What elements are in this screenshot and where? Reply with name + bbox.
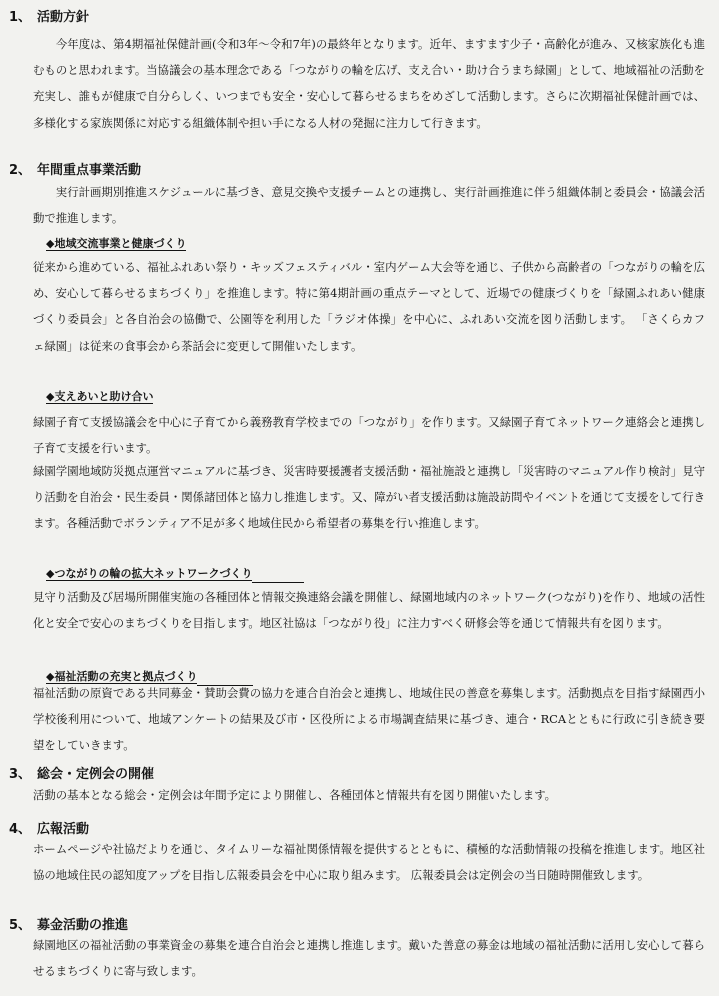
section-4-paragraph: ホームページや社協だよりを通じ、タイムリーな福祉関係情報を提供するとともに、積極的な活動情報の投稿を推進します。地区社協の地域住民の認知度アップを目指し広報委員会を中心に取り組みます。 広報委員会は定例会の当日随時開催致します。 (33, 842, 705, 883)
section-3-heading (9, 767, 154, 783)
underline-rule (252, 582, 304, 583)
section-number: 1、 (9, 10, 32, 25)
subsection-title: ◆つながりの輪の拡大ネットワークづくり (46, 567, 253, 580)
subsection-title: ◆支えあいと助け合い (46, 390, 154, 403)
subsection-heading (46, 389, 153, 406)
section-title: 年間重点事業活動 (37, 163, 142, 178)
subsection-title: ◆福祉活動の充実と拠点づくり (46, 670, 198, 683)
section-number: 3、 (9, 767, 32, 782)
section-title: 総会・定例会の開催 (37, 767, 155, 782)
section-5-paragraph: 緑園地区の福祉活動の事業資金の募集を連合自治会と連携し推進します。戴いた善意の募金は地域の福祉活動に活用し安心して暮らせるまちづくりに寄与致します。 (33, 938, 705, 979)
section-title: 広報活動 (37, 822, 90, 837)
subsection-paragraph: 見守り活動及び居場所開催実施の各種団体と情報交換連絡会議を開催し、緑園地域内のネットワーク(つながり)を作り、地域の活性化と安全で安心のまちづくりを目指します。地区社協は「つながり役」に注力すべく研修会等を通じて情報共有を図ります。 (33, 590, 705, 631)
section-title: 活動方針 (37, 10, 90, 25)
subsection-paragraph: 緑園子育て支援協議会を中心に子育てから義務教育学校までの「つながり」を作ります。又緑園子育てネットワーク連絡会と連携し子育て支援を行います。 (33, 415, 705, 456)
section-2-heading (9, 163, 141, 179)
subsection-paragraph: 従来から進めている、福祉ふれあい祭り・キッズフェスティバル・室内ゲーム大会等を通じ、子供から高齢者の「つながりの輪を広め、安心して暮らせるまちづくり」を推進します。特に第4期計画の重点テーマとして、近場での健康づくりを「緑園ふれあい健康づくり委員会」と各自治会の協働で、公園等を利用した「ラジオ体操」を中心に、ふれあい交流を図り活動します。 「さくらカフェ緑園」は従来の食事会から茶話会に変更して開催いたします。 (33, 260, 705, 353)
subsection-paragraph: 緑園学園地域防災拠点運営マニュアルに基づき、災害時要援護者支援活動・福祉施設と連携し「災害時のマニュアル作り検討」見守り活動を自治会・民生委員・関係諸団体と協力し推進します。又、障がい者支援活動は施設訪問やイベントを通じて支援をして行きます。各種活動でボランティア不足が多く地域住民から希望者の募集を行い推進します。 (33, 464, 705, 531)
section-number: 4、 (9, 822, 32, 837)
section-1-heading (9, 10, 89, 26)
subsection-title: ◆地域交流事業と健康づくり (46, 237, 187, 250)
section-number: 5、 (9, 918, 32, 933)
subsection-paragraph: 福祉活動の原資である共同募金・賛助会費の協力を連合自治会と連携し、地域住民の善意を募集します。活動拠点を目指す緑園西小学校後利用について、地域アンケートの結果及び市・区役所による市場調査結果に基づき、連合・RCAとともに行政に引き続き要望をしていきます。 (33, 686, 705, 753)
subsection-heading (46, 236, 186, 253)
subsection-heading (46, 566, 304, 583)
section-3-paragraph: 活動の基本となる総会・定例会は年間予定により開催し、各種団体と情報共有を図り開催いたします。 (33, 788, 557, 802)
section-title: 募金活動の推進 (37, 918, 129, 933)
section-1-paragraph: 今年度は、第4期福祉保健計画(令和3年～令和7年)の最終年となります。近年、ますます少子・高齢化が進み、又核家族化も進むものと思われます。当協議会の基本理念である「つながりの輪を広げ、支え合い・助け合うまち緑園」として、地域福祉の活動を充実し、誰もが健康で自分らしく、いつまでも安全・安心して暮らせるまちをめざして活動します。さらに次期福祉保健計画では、多様化する家族関係に対応する組織体制や担い手になる人材の発掘に注力して行きます。 (33, 37, 705, 130)
section-number: 2、 (9, 163, 32, 178)
section-2-paragraph: 実行計画期別推進スケジュールに基づき、意見交換や支援チームとの連携し、実行計画推進に伴う組織体制と委員会・協議会活動で推進します。 (33, 185, 705, 226)
